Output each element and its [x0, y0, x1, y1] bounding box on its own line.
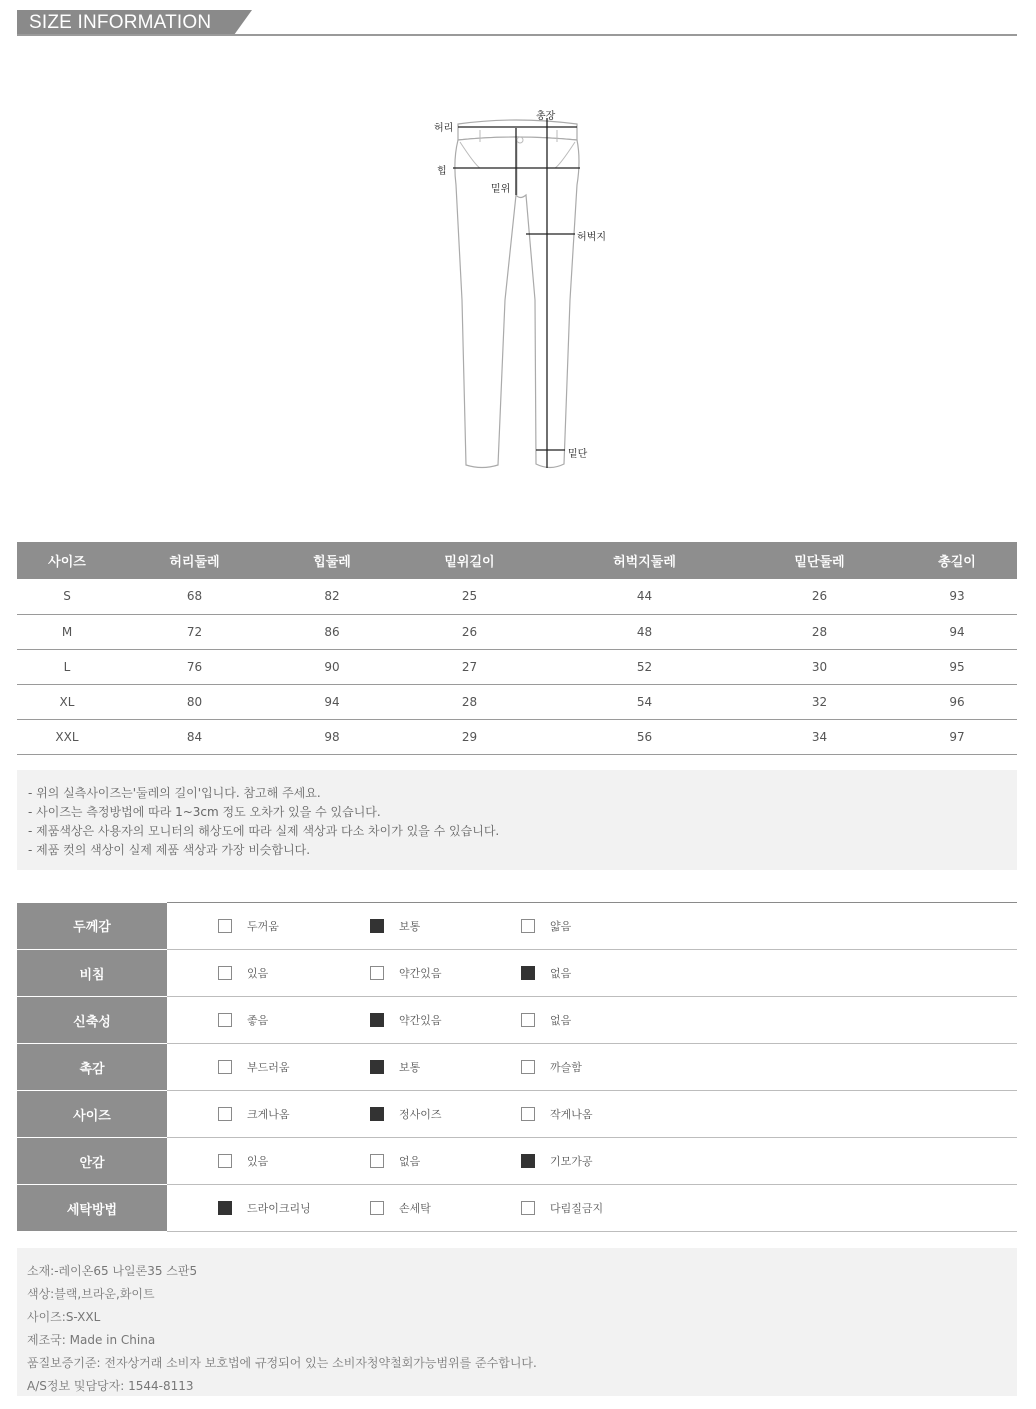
attribute-options	[167, 997, 1017, 1044]
cell: 97	[897, 719, 1017, 754]
attribute-options	[167, 1138, 1017, 1185]
hem-label: 밑단	[568, 449, 588, 460]
attribute-option-label: 정사이즈	[399, 1108, 442, 1121]
attribute-option-label: 얇음	[550, 920, 572, 933]
info-material: 소재:-레이온65 나일론35 스판5	[27, 1264, 198, 1278]
checkbox[interactable]	[521, 1201, 535, 1215]
cell: 80	[117, 684, 272, 719]
checkbox[interactable]	[218, 1154, 232, 1168]
checked-checkbox[interactable]	[370, 919, 384, 933]
rise-label: 밑위	[491, 184, 511, 195]
checkbox[interactable]	[370, 1154, 384, 1168]
cell: 93	[897, 579, 1017, 614]
attribute-option[interactable]	[521, 1059, 582, 1075]
attribute-option-label: 드라이크리닝	[247, 1202, 311, 1215]
checkbox[interactable]	[521, 1013, 535, 1027]
size-table	[17, 542, 1017, 755]
attribute-option-label: 있음	[247, 967, 269, 980]
section-title: SIZE INFORMATION	[17, 10, 234, 35]
cell: 98	[272, 719, 392, 754]
checked-checkbox[interactable]	[521, 966, 535, 980]
section-divider	[17, 34, 1017, 36]
attribute-option[interactable]	[218, 1059, 290, 1075]
notes-box	[17, 770, 1017, 870]
cell: 48	[547, 614, 742, 649]
attribute-option[interactable]	[370, 965, 442, 981]
attribute-option-label: 기모가공	[550, 1155, 593, 1168]
attribute-option-label: 좋음	[247, 1014, 269, 1027]
attribute-option[interactable]	[218, 1153, 268, 1169]
attribute-option-label: 없음	[550, 1014, 572, 1027]
checked-checkbox[interactable]	[370, 1013, 384, 1027]
thigh-label: 허벅지	[577, 232, 606, 243]
cell: 56	[547, 719, 742, 754]
product-info-box	[17, 1248, 1017, 1396]
checkbox[interactable]	[218, 1107, 232, 1121]
attribute-option[interactable]	[370, 1106, 442, 1122]
cell: 25	[392, 579, 547, 614]
cell: 54	[547, 684, 742, 719]
attribute-option-label: 있음	[247, 1155, 269, 1168]
checkbox[interactable]	[218, 1013, 232, 1027]
table-row	[17, 649, 1017, 684]
pants-illustration	[420, 100, 620, 480]
cell: 95	[897, 649, 1017, 684]
checkbox[interactable]	[218, 966, 232, 980]
info-quality: 품질보증기준: 전자상거래 소비자 보호법에 규정되어 있는 소비자청약철회가능범위를 준수합니다.	[27, 1356, 537, 1370]
cell: 26	[392, 614, 547, 649]
cell: XL	[17, 684, 117, 719]
checked-checkbox[interactable]	[370, 1060, 384, 1074]
attribute-option-label: 작게나옴	[550, 1108, 593, 1121]
info-as: A/S정보 및담당자: 1544-8113	[27, 1379, 194, 1393]
attribute-option[interactable]	[218, 1200, 311, 1216]
attribute-options	[167, 1091, 1017, 1138]
cell: L	[17, 649, 117, 684]
attribute-option-label: 약간있음	[399, 1014, 442, 1027]
cell: 28	[742, 614, 897, 649]
attribute-option[interactable]	[370, 1200, 431, 1216]
col-thigh: 허벅지둘레	[547, 542, 742, 579]
col-hip: 힙둘레	[272, 542, 392, 579]
attribute-option-label: 크게나옴	[247, 1108, 290, 1121]
cell: 72	[117, 614, 272, 649]
info-size: 사이즈:S-XXL	[27, 1310, 101, 1324]
attribute-option-label: 부드러움	[247, 1061, 290, 1074]
attribute-label: 안감	[17, 1138, 167, 1185]
checked-checkbox[interactable]	[218, 1201, 232, 1215]
cell: 68	[117, 579, 272, 614]
cell: 94	[272, 684, 392, 719]
cell: 34	[742, 719, 897, 754]
cell: 27	[392, 649, 547, 684]
checkbox[interactable]	[370, 966, 384, 980]
attribute-row	[17, 1091, 1017, 1138]
total-length-label: 총장	[536, 111, 556, 122]
attribute-label: 세탁방법	[17, 1185, 167, 1232]
col-length: 총길이	[897, 542, 1017, 579]
attribute-options	[167, 950, 1017, 997]
attribute-row	[17, 903, 1017, 950]
attribute-option[interactable]	[521, 918, 571, 934]
cell: M	[17, 614, 117, 649]
hip-label: 힙	[437, 166, 447, 177]
attribute-option-label: 두꺼움	[247, 920, 279, 933]
attribute-option[interactable]	[370, 1012, 442, 1028]
attribute-option[interactable]	[370, 1153, 420, 1169]
attribute-option-label: 다림질금지	[550, 1202, 604, 1215]
section-header	[17, 10, 1017, 36]
table-row	[17, 684, 1017, 719]
attribute-label: 사이즈	[17, 1091, 167, 1138]
attribute-option-label: 약간있음	[399, 967, 442, 980]
attribute-options	[167, 1044, 1017, 1091]
cell: 26	[742, 579, 897, 614]
cell: 86	[272, 614, 392, 649]
attribute-option-label: 없음	[399, 1155, 421, 1168]
checkbox[interactable]	[521, 919, 535, 933]
attribute-option[interactable]	[218, 965, 268, 981]
cell: XXL	[17, 719, 117, 754]
cell: 94	[897, 614, 1017, 649]
attribute-label: 신축성	[17, 997, 167, 1044]
attribute-option-label: 보통	[399, 920, 421, 933]
attribute-row	[17, 1185, 1017, 1232]
col-size: 사이즈	[17, 542, 117, 579]
info-color: 색상:블랙,브라운,화이트	[27, 1287, 155, 1301]
cell: 29	[392, 719, 547, 754]
checked-checkbox[interactable]	[521, 1154, 535, 1168]
cell: 76	[117, 649, 272, 684]
attribute-option-label: 까슬함	[550, 1061, 582, 1074]
table-row	[17, 614, 1017, 649]
attribute-option-label: 없음	[550, 967, 572, 980]
attribute-label: 두께감	[17, 903, 167, 950]
attribute-row	[17, 1044, 1017, 1091]
attribute-option[interactable]	[521, 1153, 593, 1169]
note-line: - 제품 컷의 색상이 실제 제품 색상과 가장 비슷합니다.	[28, 843, 311, 857]
cell: 96	[897, 684, 1017, 719]
attribute-label: 촉감	[17, 1044, 167, 1091]
attribute-options	[167, 1185, 1017, 1232]
attribute-option[interactable]	[218, 918, 279, 934]
checkbox[interactable]	[370, 1201, 384, 1215]
checked-checkbox[interactable]	[370, 1107, 384, 1121]
section-title-slant	[234, 10, 252, 35]
note-line: - 제품색상은 사용자의 모니터의 해상도에 따라 실제 색상과 다소 차이가 있을 수 있습니다.	[28, 824, 500, 838]
attribute-option[interactable]	[521, 1106, 593, 1122]
checkbox[interactable]	[218, 919, 232, 933]
cell: 84	[117, 719, 272, 754]
note-line: - 사이즈는 측정방법에 따라 1~3cm 정도 오차가 있을 수 있습니다.	[28, 805, 381, 819]
table-row	[17, 719, 1017, 754]
attribute-row	[17, 950, 1017, 997]
attribute-option-label: 손세탁	[399, 1202, 431, 1215]
attribute-table	[17, 902, 1017, 1232]
cell: 28	[392, 684, 547, 719]
checkbox[interactable]	[218, 1060, 232, 1074]
col-waist: 허리둘레	[117, 542, 272, 579]
attribute-row	[17, 997, 1017, 1044]
cell: 90	[272, 649, 392, 684]
attribute-option[interactable]	[521, 1200, 603, 1216]
attribute-option[interactable]	[370, 918, 420, 934]
note-line: - 위의 실측사이즈는'둘레의 길이'입니다. 참고해 주세요.	[28, 786, 321, 800]
attribute-option[interactable]	[218, 1106, 290, 1122]
attribute-option[interactable]	[370, 1059, 420, 1075]
waist-label: 허리	[434, 123, 454, 134]
size-table-header	[17, 542, 1017, 579]
checkbox[interactable]	[521, 1060, 535, 1074]
attribute-option-label: 보통	[399, 1061, 421, 1074]
cell: 30	[742, 649, 897, 684]
cell: 52	[547, 649, 742, 684]
cell: 32	[742, 684, 897, 719]
pants-diagram	[420, 100, 620, 480]
checkbox[interactable]	[521, 1107, 535, 1121]
attribute-row	[17, 1138, 1017, 1185]
attribute-option[interactable]	[521, 965, 571, 981]
table-row	[17, 579, 1017, 614]
attribute-options	[167, 903, 1017, 950]
col-rise: 밑위길이	[392, 542, 547, 579]
attribute-label: 비침	[17, 950, 167, 997]
cell: S	[17, 579, 117, 614]
attribute-option[interactable]	[521, 1012, 571, 1028]
cell: 82	[272, 579, 392, 614]
info-origin: 제조국: Made in China	[27, 1333, 156, 1347]
cell: 44	[547, 579, 742, 614]
col-hem: 밑단둘레	[742, 542, 897, 579]
attribute-option[interactable]	[218, 1012, 268, 1028]
